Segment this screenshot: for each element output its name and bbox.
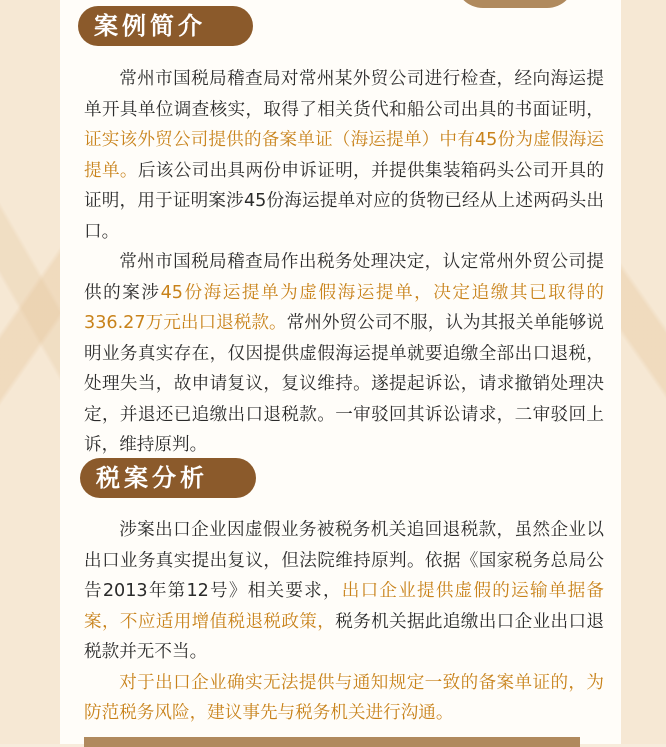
highlighted-text: 证实该外贸公司提供的备案单证（海运提单）中有45份为虚假海运提单。: [84, 130, 604, 181]
highlighted-text: 45份海运提单为虚假海运提单，决定追缴其已取得的336.27万元出口退税款。: [84, 282, 604, 333]
tax-analysis-body: [84, 515, 604, 729]
bottom-decoration-bar: [84, 737, 580, 747]
paragraph-text: 后该公司出具两份申诉证明，并提供集装箱码头公司开具的证明，用于证明案涉45份海运提单对应的货物已经从上述两码头出口。: [84, 160, 604, 242]
paragraph-text: 涉案出口企业因虚假业务被税务机关追回退税款，虽然企业以出口业务真实提出复议，但法院维持原判。依据《国家税务总局公告2013年第12号》相关要求，: [84, 520, 604, 601]
section-title-case-intro: 案例简介: [78, 6, 253, 46]
tax-analysis-paragraph-1: [84, 515, 604, 668]
right-background-pattern: [616, 0, 666, 744]
paragraph-text: 常州市国税局稽查局对常州某外贸公司进行检查，经向海运提单开具单位调查核实，取得了相关货代和船公司出具的书面证明，: [84, 69, 604, 120]
paragraph-text: 税务机关据此追缴出口企业出口退税款并无不当。: [84, 611, 604, 662]
tax-analysis-paragraph-2: [84, 668, 604, 729]
case-intro-body: [84, 64, 604, 461]
left-background-pattern: [0, 0, 60, 744]
section-title-tax-analysis: 税案分析: [80, 458, 256, 498]
highlighted-text: 出口企业提供虚假的运输单据备案，不应适用增值税退税政策，: [84, 581, 604, 632]
case-intro-paragraph-2: [84, 247, 604, 461]
case-intro-paragraph-1: [84, 64, 604, 247]
paragraph-text: 常州市国税局稽查局作出税务处理决定，认定常州外贸公司提供的案涉: [84, 252, 604, 303]
highlighted-text: 对于出口企业确实无法提供与通知规定一致的备案单证的，为防范税务风险，建议事先与税务机关进行沟通。: [84, 672, 604, 723]
paragraph-text: 常州外贸公司不服，认为其报关单能够说明业务真实存在，仅因提供虚假海运提单就要追缴全部出口退税，处理失当，故申请复议，复议维持。遂提起诉讼，请求撤销处理决定，并退还已追缴出口退税款。一审驳回其诉讼请求，二审驳回上诉，维持原判。: [84, 313, 604, 455]
